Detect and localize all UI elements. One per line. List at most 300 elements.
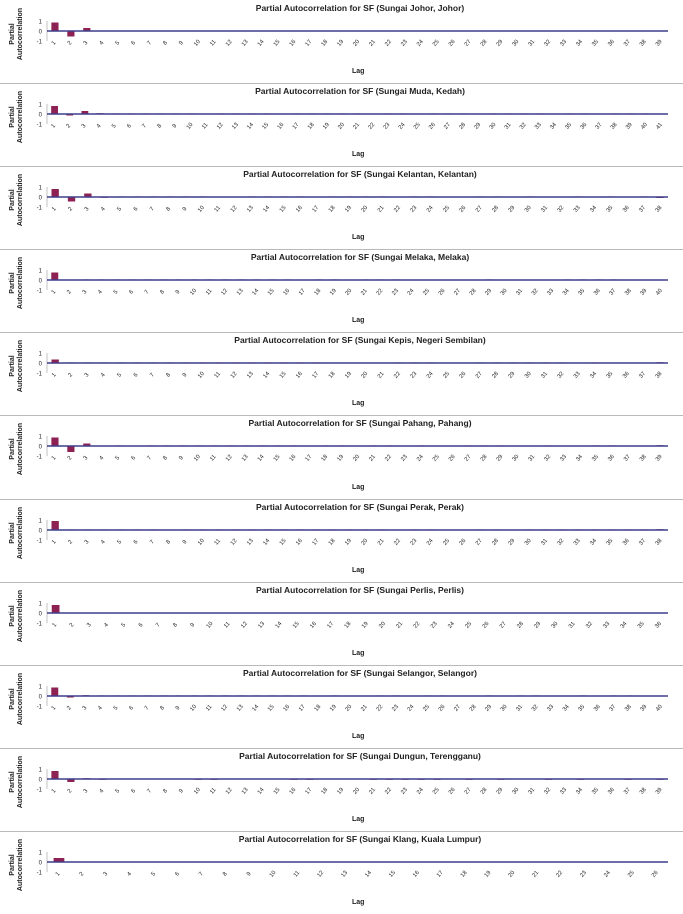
x-tick-label: 39 [624,122,634,131]
x-tick-label: 1 [50,40,58,47]
x-tick-label: 29 [484,288,494,298]
x-tick-label: 1 [51,372,58,379]
x-tick-label: 5 [116,538,124,546]
x-tick-label: 24 [416,38,425,48]
x-tick-label: 38 [624,288,633,298]
x-tick-label: 4 [98,788,106,795]
x-tick-label: 21 [360,703,369,713]
x-tick-label: 7 [198,871,205,878]
x-tick-label: 13 [235,703,245,713]
x-tick-label: 30 [499,703,509,713]
x-tick-label: 30 [550,620,560,630]
pacf-plot [0,499,683,582]
x-tick-label: 10 [268,869,278,879]
x-tick-label: 37 [623,454,632,464]
y-tick-label: 1 [38,102,42,109]
x-tick-label: 8 [162,40,169,47]
x-tick-label: 11 [223,620,232,630]
x-tick-label: 12 [224,454,234,464]
x-tick-label: 9 [174,704,182,712]
y-axis-label-line-2: Autocorrelation [17,589,24,642]
x-tick-label: 13 [340,869,350,879]
x-tick-label: 3 [82,788,90,795]
x-tick-label: 36 [622,537,631,547]
x-tick-label: 3 [102,871,110,878]
x-tick-label: 26 [447,454,457,464]
chart-title: Partial Autocorrelation for SF (Sungai Kepis, Negeri Sembilan) [234,335,486,346]
x-tick-label: 30 [523,205,533,214]
x-tick-label: 6 [128,289,135,296]
x-tick-label: 17 [304,454,314,464]
x-tick-label: 29 [507,205,517,214]
x-tick-label: 39 [639,288,649,298]
x-tick-label: 2 [67,206,75,213]
x-tick-label: 27 [443,122,452,131]
pacf-plot [0,415,683,498]
x-tick-label: 15 [272,454,282,464]
x-tick-label: 15 [278,371,288,381]
x-tick-label: 33 [559,786,569,796]
x-tick-label: 3 [81,289,89,296]
x-tick-label: 6 [137,621,145,629]
x-tick-label: 6 [132,372,140,379]
x-tick-label: 8 [156,123,164,130]
pacf-panel [0,582,683,665]
x-tick-label: 37 [608,288,618,298]
x-tick-label: 19 [336,786,346,796]
x-tick-label: 28 [458,122,468,131]
x-tick-label: 23 [391,288,400,298]
x-tick-label: 11 [201,122,210,131]
x-tick-label: 13 [240,454,250,464]
y-tick-label: -1 [36,621,42,628]
x-tick-label: 17 [311,371,321,381]
x-tick-label: 14 [262,371,272,381]
x-axis-label: Lag [352,400,365,408]
x-tick-label: 20 [352,454,362,464]
x-tick-label: 7 [146,40,154,47]
y-tick-label: -1 [36,122,42,129]
x-tick-label: 6 [132,538,140,546]
x-tick-label: 6 [174,871,181,878]
y-tick-label: 0 [38,278,42,285]
x-tick-label: 3 [83,206,91,213]
x-tick-label: 34 [575,786,585,796]
x-tick-label: 28 [491,205,501,214]
pacf-bar [67,446,74,452]
x-tick-label: 29 [495,454,505,464]
y-tick-label: -1 [36,704,42,711]
chart-title: Partial Autocorrelation for SF (Sungai Perak, Perak) [256,501,464,512]
pacf-bar [51,771,58,779]
x-tick-label: 21 [531,869,541,879]
x-tick-label: 30 [499,288,509,298]
x-tick-label: 1 [51,206,58,213]
x-tick-label: 38 [654,537,664,547]
x-tick-label: 27 [474,371,484,381]
x-tick-label: 37 [638,537,648,547]
x-tick-label: 20 [507,869,517,879]
x-tick-label: 14 [256,786,266,796]
x-tick-label: 24 [447,620,456,630]
x-tick-label: 38 [638,786,648,796]
pacf-panel [0,166,683,249]
x-tick-label: 14 [256,38,266,48]
x-tick-label: 31 [527,38,537,48]
x-tick-label: 11 [292,870,302,879]
x-tick-label: 21 [376,537,386,547]
pacf-bar [51,438,58,447]
y-axis-label-line-2: Autocorrelation [17,838,24,891]
x-tick-label: 32 [585,620,594,630]
x-tick-label: 29 [495,38,505,48]
x-tick-label: 22 [384,454,393,464]
x-tick-label: 19 [344,537,353,547]
x-tick-label: 19 [483,869,493,879]
x-tick-label: 33 [546,288,556,298]
x-tick-label: 22 [412,620,422,630]
pacf-bar [51,273,58,281]
x-tick-label: 28 [468,288,478,298]
x-tick-label: 2 [68,621,76,629]
x-tick-label: 25 [422,703,431,713]
x-tick-label: 23 [391,703,400,713]
x-tick-label: 30 [523,537,533,547]
pacf-panel [0,831,683,914]
x-tick-label: 18 [327,371,337,381]
x-tick-label: 5 [150,871,158,878]
x-tick-label: 26 [458,537,468,547]
x-tick-label: 26 [447,786,457,796]
x-tick-label: 32 [518,122,528,131]
x-tick-label: 25 [627,869,636,879]
x-tick-label: 23 [400,38,409,48]
x-tick-label: 6 [130,455,138,462]
x-tick-label: 35 [591,454,600,464]
x-tick-label: 29 [507,371,517,381]
x-tick-label: 26 [437,703,447,713]
x-tick-label: 39 [654,454,664,464]
y-axis-label-line-1: Partial [9,272,16,294]
x-tick-label: 28 [479,38,489,48]
x-tick-label: 17 [435,869,445,879]
x-tick-label: 28 [491,371,501,381]
x-tick-label: 25 [442,205,451,214]
y-tick-label: -1 [36,787,42,794]
y-axis-label-line-1: Partial [9,23,16,45]
x-tick-label: 21 [395,620,405,630]
x-tick-label: 28 [468,703,478,713]
x-tick-label: 9 [181,372,189,379]
x-tick-label: 24 [416,786,425,796]
x-tick-label: 11 [209,786,218,796]
x-tick-label: 37 [638,205,648,214]
x-tick-label: 13 [240,786,250,796]
x-tick-label: 16 [295,205,304,214]
x-tick-label: 5 [116,372,124,379]
x-tick-label: 34 [589,371,599,381]
x-tick-label: 21 [376,371,386,381]
x-tick-label: 10 [193,38,202,48]
x-tick-label: 17 [298,288,307,298]
x-tick-label: 20 [360,205,370,214]
pacf-plot [0,831,683,914]
pacf-panel [0,415,683,498]
x-tick-label: 12 [316,869,326,879]
y-tick-label: 0 [38,528,42,535]
x-tick-label: 36 [607,786,616,796]
x-tick-label: 11 [205,288,214,297]
x-tick-label: 11 [213,371,223,380]
x-tick-label: 18 [320,454,330,464]
x-tick-label: 39 [654,786,664,796]
chart-title: Partial Autocorrelation for SF (Sungai Johor, Johor) [255,3,465,13]
y-tick-label: 1 [38,434,42,441]
x-tick-label: 14 [262,537,272,547]
x-axis-label: Lag [352,151,365,159]
x-tick-label: 7 [149,206,156,213]
x-tick-label: 15 [266,703,276,713]
x-tick-label: 21 [376,205,386,214]
x-tick-label: 11 [213,537,223,547]
x-tick-label: 28 [516,620,525,630]
x-tick-label: 23 [382,122,392,131]
x-tick-label: 34 [589,205,599,214]
x-tick-label: 36 [579,122,589,131]
x-tick-label: 13 [231,122,240,131]
x-tick-label: 15 [272,786,282,796]
x-tick-label: 33 [572,537,582,547]
x-tick-label: 29 [507,537,517,547]
x-tick-label: 8 [162,455,169,462]
pacf-panel [0,665,683,748]
x-tick-label: 6 [132,206,140,213]
y-tick-label: 1 [38,268,42,275]
x-tick-label: 1 [50,788,58,795]
x-tick-label: 9 [181,538,189,546]
x-tick-label: 6 [130,40,138,47]
x-tick-label: 19 [344,371,353,381]
x-tick-label: 34 [575,38,585,48]
x-tick-label: 2 [66,704,73,712]
y-axis-label-line-1: Partial [9,604,16,627]
x-tick-label: 18 [320,38,330,48]
x-tick-label: 17 [298,703,307,713]
y-axis-label-line-2: Autocorrelation [17,672,24,725]
x-tick-label: 29 [495,786,505,796]
y-tick-label: -1 [36,39,42,46]
x-tick-label: 12 [229,537,239,547]
x-tick-label: 9 [178,40,185,47]
x-tick-label: 14 [364,869,374,879]
x-tick-label: 16 [288,454,298,464]
x-tick-label: 24 [406,703,416,713]
x-tick-label: 22 [555,869,565,879]
x-tick-label: 38 [654,205,664,214]
y-tick-label: 0 [38,112,42,119]
x-tick-label: 18 [459,869,469,879]
x-tick-label: 12 [224,38,234,48]
x-tick-label: 25 [431,786,441,796]
x-tick-label: 9 [178,455,185,462]
x-tick-label: 23 [400,454,409,464]
x-tick-label: 14 [246,122,256,131]
x-tick-label: 5 [114,788,122,795]
x-tick-label: 18 [313,288,323,298]
x-tick-label: 31 [515,703,525,713]
x-tick-label: 17 [304,786,314,796]
x-tick-label: 12 [216,122,225,131]
x-tick-label: 33 [559,454,569,464]
x-tick-label: 2 [66,788,74,795]
x-tick-label: 34 [561,288,571,298]
pacf-panel [0,332,683,415]
y-axis-label-line-1: Partial [9,438,16,461]
y-axis-label-line-2: Autocorrelation [17,755,24,808]
x-tick-label: 25 [412,122,422,131]
y-tick-label: 0 [38,361,42,368]
x-tick-label: 39 [639,703,649,713]
x-tick-label: 10 [197,371,206,381]
x-tick-label: 19 [360,620,370,630]
x-tick-label: 30 [511,38,521,48]
x-axis-label: Lag [352,234,365,242]
x-tick-label: 31 [527,786,537,796]
x-tick-label: 11 [213,205,223,214]
x-tick-label: 16 [412,869,421,879]
y-tick-label: 0 [38,860,42,867]
x-tick-label: 13 [246,205,255,214]
x-tick-label: 11 [209,39,218,48]
x-tick-label: 3 [82,40,90,47]
y-axis-label-line-1: Partial [9,521,16,544]
x-tick-label: 17 [326,620,336,630]
x-tick-label: 38 [609,122,619,131]
x-tick-label: 20 [344,703,354,713]
y-axis-label-line-2: Autocorrelation [17,340,24,393]
x-tick-label: 18 [327,537,337,547]
x-tick-label: 10 [193,454,202,464]
x-tick-label: 27 [463,786,473,796]
x-tick-label: 27 [463,454,473,464]
x-tick-label: 10 [197,537,206,547]
x-tick-label: 9 [174,289,182,296]
x-tick-label: 5 [112,704,120,712]
x-tick-label: 36 [654,620,663,630]
y-tick-label: -1 [36,288,42,295]
x-tick-label: 15 [272,38,282,48]
x-tick-label: 26 [650,869,660,879]
x-tick-label: 34 [589,537,599,547]
x-tick-label: 35 [636,620,646,630]
x-tick-label: 10 [205,620,215,630]
y-tick-label: 1 [38,850,42,857]
x-tick-label: 10 [193,786,202,796]
x-tick-label: 21 [368,38,378,48]
x-tick-label: 4 [100,206,107,213]
y-axis-label-line-1: Partial [9,771,16,793]
x-tick-label: 5 [116,206,124,213]
x-tick-label: 23 [409,537,419,547]
x-tick-label: 25 [464,620,474,630]
pacf-panel [0,249,683,332]
x-tick-label: 13 [240,38,250,48]
pacf-panel [0,748,683,831]
x-tick-label: 23 [409,371,419,381]
x-tick-label: 1 [54,871,62,878]
x-tick-label: 6 [130,788,138,795]
x-tick-label: 1 [50,123,58,130]
x-tick-label: 19 [336,38,346,48]
x-tick-label: 32 [556,537,566,547]
x-tick-label: 22 [393,371,402,381]
x-tick-label: 36 [592,703,602,713]
x-tick-label: 24 [425,371,435,381]
x-tick-label: 4 [103,621,110,629]
x-tick-label: 30 [511,454,521,464]
x-tick-label: 40 [640,122,649,131]
pacf-bar [51,106,58,114]
x-axis-label: Lag [352,483,365,491]
x-tick-label: 17 [304,38,314,48]
x-tick-label: 15 [278,205,288,214]
x-tick-label: 16 [288,38,298,48]
x-tick-label: 31 [515,288,525,298]
x-tick-label: 31 [540,371,550,381]
x-tick-label: 6 [128,704,135,712]
x-tick-label: 23 [579,869,589,879]
x-tick-label: 32 [556,371,566,381]
x-tick-label: 10 [197,205,206,214]
y-axis-label-line-2: Autocorrelation [17,91,24,144]
y-axis-label-line-1: Partial [9,854,16,876]
x-tick-label: 40 [655,288,664,298]
x-tick-label: 40 [655,703,664,713]
x-tick-label: 37 [594,122,604,131]
x-tick-label: 17 [311,537,321,547]
chart-title: Partial Autocorrelation for SF (Sungai Perlis, Perlis) [256,584,464,595]
pacf-bar [52,605,60,613]
x-tick-label: 3 [83,538,91,546]
pacf-plot [0,748,683,831]
x-tick-label: 24 [603,869,612,879]
y-axis-label-line-2: Autocorrelation [17,257,24,310]
x-tick-label: 12 [240,620,249,630]
y-axis-label-line-2: Autocorrelation [17,7,24,61]
x-tick-label: 21 [368,454,378,464]
y-tick-label: -1 [36,454,42,461]
x-tick-label: 29 [533,620,543,630]
y-axis-label-line-1: Partial [9,688,16,710]
x-tick-label: 2 [67,372,75,379]
x-tick-label: 28 [491,537,501,547]
x-tick-label: 1 [50,704,58,712]
y-tick-label: 1 [38,767,42,774]
x-tick-label: 4 [98,40,106,47]
x-tick-label: 38 [638,38,648,48]
y-axis-label-line-1: Partial [9,189,16,211]
x-tick-label: 9 [181,206,189,213]
x-tick-label: 32 [543,38,553,48]
x-tick-label: 26 [428,122,437,131]
x-tick-label: 2 [66,455,74,462]
x-tick-label: 13 [246,371,255,381]
x-tick-label: 36 [592,288,602,298]
x-tick-label: 35 [577,288,587,298]
x-tick-label: 31 [540,205,550,214]
y-tick-label: 0 [38,195,42,202]
x-tick-label: 31 [527,454,537,464]
